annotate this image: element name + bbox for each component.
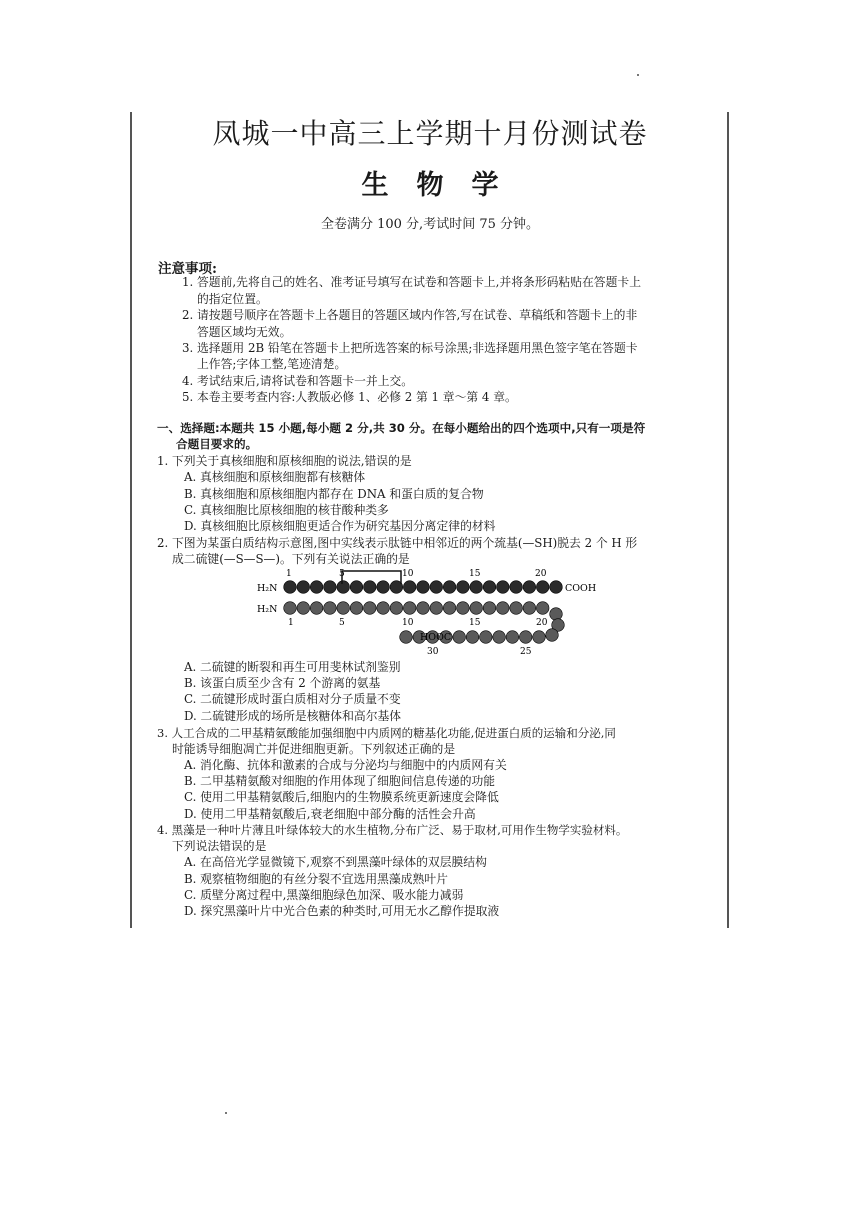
chain2-tick-label: 15	[469, 618, 481, 628]
amino-acid-bead	[390, 602, 403, 615]
q3-stem-cont: 时能诱导细胞凋亡并促进细胞更新。下列叙述正确的是	[172, 742, 456, 756]
q3-option-c: C. 使用二甲基精氨酸后,细胞内的生物膜系统更新速度会降低	[184, 790, 499, 804]
chain2-tick-label: 5	[339, 618, 345, 628]
amino-acid-bead	[550, 581, 563, 594]
amino-acid-bead	[480, 631, 493, 644]
amino-acid-bead	[337, 602, 350, 615]
chain1-start-label: H₂N	[257, 583, 278, 594]
q1-option-a: A. 真核细胞和原核细胞都有核糖体	[184, 470, 366, 484]
notice-line: 上作答;字体工整,笔迹清楚。	[197, 357, 347, 371]
amino-acid-bead	[297, 602, 310, 615]
q2-stem: 2. 下图为某蛋白质结构示意图,图中实线表示肽链中相邻近的两个巯基(—SH)脱去 2 个 H 形	[157, 536, 638, 550]
q2-option-a: A. 二硫键的断裂和再生可用斐林试剂鉴别	[184, 660, 401, 674]
q4-stem: 4. 黑藻是一种叶片薄且叶绿体较大的水生植物,分布广泛、易于取材,可用作生物学实验材料。	[157, 823, 628, 837]
q2-option-d: D. 二硫键形成的场所是核糖体和高尔基体	[184, 709, 402, 723]
notice-line: 5. 本卷主要考查内容:人教版必修 1、必修 2 第 1 章～第 4 章。	[182, 390, 517, 404]
page-border-right	[727, 112, 729, 928]
chain2-tick-label: 30	[427, 647, 439, 657]
amino-acid-bead	[400, 631, 413, 644]
amino-acid-bead	[533, 631, 546, 644]
amino-acid-bead	[443, 602, 456, 615]
chain1-tick-label: 15	[469, 569, 481, 579]
q3-option-d: D. 使用二甲基精氨酸后,衰老细胞中部分酶的活性会升高	[184, 807, 476, 821]
q2-option-b: B. 该蛋白质至少含有 2 个游离的氨基	[184, 676, 381, 690]
amino-acid-bead	[546, 629, 559, 642]
notice-line: 1. 答题前,先将自己的姓名、准考证号填写在试卷和答题卡上,并将条形码粘贴在答题卡上	[182, 275, 641, 289]
amino-acid-bead	[364, 602, 377, 615]
amino-acid-bead	[337, 581, 350, 594]
amino-acid-bead	[536, 581, 549, 594]
notice-line: 2. 请按题号顺序在答题卡上各题目的答题区域内作答,写在试卷、草稿纸和答题卡上的非	[182, 308, 638, 322]
amino-acid-bead	[483, 602, 496, 615]
amino-acid-bead	[470, 602, 483, 615]
notice-line: 4. 考试结束后,请将试卷和答题卡一并上交。	[182, 374, 414, 388]
amino-acid-bead	[324, 581, 337, 594]
amino-acid-bead	[403, 581, 416, 594]
amino-acid-bead	[377, 602, 390, 615]
amino-acid-bead	[310, 581, 323, 594]
notice-line: 3. 选择题用 2B 铅笔在答题卡上把所选答案的标号涂黑;非选择题用黑色签字笔在答题卡	[182, 341, 638, 355]
chain1-tick-label: 5	[339, 569, 345, 579]
chain2-tick-label: 10	[402, 618, 414, 628]
amino-acid-bead	[377, 581, 390, 594]
section-heading-cont: 合题目要求的。	[176, 437, 258, 451]
chain2-start-label: H₂N	[257, 604, 278, 615]
amino-acid-bead	[457, 581, 470, 594]
amino-acid-bead	[457, 602, 470, 615]
q1-option-c: C. 真核细胞比原核细胞的核苷酸种类多	[184, 503, 389, 517]
protein-structure-figure	[255, 565, 600, 657]
chain2-tick-label: 1	[288, 618, 294, 628]
amino-acid-bead	[443, 581, 456, 594]
amino-acid-bead	[284, 581, 297, 594]
q4-stem-cont: 下列说法错误的是	[172, 839, 267, 853]
amino-acid-bead	[523, 581, 536, 594]
q3-stem: 3. 人工合成的二甲基精氨酸能加强细胞中内质网的糖基化功能,促进蛋白质的运输和分泌,同	[157, 726, 616, 740]
amino-acid-bead	[470, 581, 483, 594]
amino-acid-bead	[483, 581, 496, 594]
chain2-tick-label: 25	[520, 647, 532, 657]
notice-line: 答题区域均无效。	[197, 325, 292, 339]
amino-acid-bead	[417, 602, 430, 615]
amino-acid-bead	[550, 608, 563, 621]
q1-option-b: B. 真核细胞和原核细胞内都存在 DNA 和蛋白质的复合物	[184, 487, 484, 501]
section-heading: 一、选择题:本题共 15 小题,每小题 2 分,共 30 分。在每小题给出的四个选项中,只有一项是符	[157, 421, 646, 435]
amino-acid-bead	[506, 631, 519, 644]
q2-stem-cont: 成二硫键(—S—S—)。下列有关说法正确的是	[172, 552, 410, 566]
q2-option-c: C. 二硫键形成时蛋白质相对分子质量不变	[184, 692, 401, 706]
amino-acid-bead	[284, 602, 297, 615]
chain2-end-label: HOOC	[420, 632, 452, 643]
amino-acid-bead	[403, 602, 416, 615]
amino-acid-bead	[417, 581, 430, 594]
amino-acid-bead	[297, 581, 310, 594]
amino-acid-bead	[466, 631, 479, 644]
amino-acid-bead	[430, 581, 443, 594]
amino-acid-bead	[497, 581, 510, 594]
amino-acid-bead	[523, 602, 536, 615]
amino-acid-bead	[519, 631, 532, 644]
subject-title: 生物学	[361, 170, 527, 201]
amino-acid-bead	[493, 631, 506, 644]
amino-acid-bead	[350, 581, 363, 594]
amino-acid-bead	[324, 602, 337, 615]
q4-option-b: B. 观察植物细胞的有丝分裂不宜选用黑藻成熟叶片	[184, 872, 448, 886]
q3-option-a: A. 消化酶、抗体和激素的合成与分泌均与细胞中的内质网有关	[184, 758, 507, 772]
amino-acid-bead	[364, 581, 377, 594]
scan-dot-bottom	[225, 1112, 227, 1114]
amino-acid-bead	[310, 602, 323, 615]
amino-acid-bead	[510, 581, 523, 594]
notice-line: 的指定位置。	[197, 292, 268, 306]
exam-meta: 全卷满分 100 分,考试时间 75 分钟。	[320, 217, 540, 232]
amino-acid-bead	[430, 602, 443, 615]
scan-dot-top	[637, 74, 639, 76]
page-border-left	[130, 112, 132, 928]
amino-acid-bead	[453, 631, 466, 644]
q1-option-d: D. 真核细胞比原核细胞更适合作为研究基因分离定律的材料	[184, 519, 496, 533]
chain2-tick-label: 20	[536, 618, 548, 628]
peptide-chain-1	[284, 581, 563, 594]
q4-option-c: C. 质壁分离过程中,黑藻细胞绿色加深、吸水能力减弱	[184, 888, 464, 902]
amino-acid-bead	[497, 602, 510, 615]
amino-acid-bead	[350, 602, 363, 615]
chain1-end-label: COOH	[565, 583, 597, 594]
chain1-tick-label: 1	[286, 569, 292, 579]
amino-acid-bead	[536, 602, 549, 615]
q4-option-d: D. 探究黑藻叶片中光合色素的种类时,可用无水乙醇作提取液	[184, 904, 500, 918]
q4-option-a: A. 在高倍光学显微镜下,观察不到黑藻叶绿体的双层膜结构	[184, 855, 487, 869]
exam-title: 凤城一中高三上学期十月份测试卷	[212, 117, 648, 150]
q3-option-b: B. 二甲基精氨酸对细胞的作用体现了细胞间信息传递的功能	[184, 774, 496, 788]
amino-acid-bead	[510, 602, 523, 615]
notice-title: 注意事项:	[158, 261, 217, 277]
chain1-tick-label: 20	[535, 569, 547, 579]
chain1-tick-label: 10	[402, 569, 414, 579]
q1-stem: 1. 下列关于真核细胞和原核细胞的说法,错误的是	[157, 454, 412, 468]
